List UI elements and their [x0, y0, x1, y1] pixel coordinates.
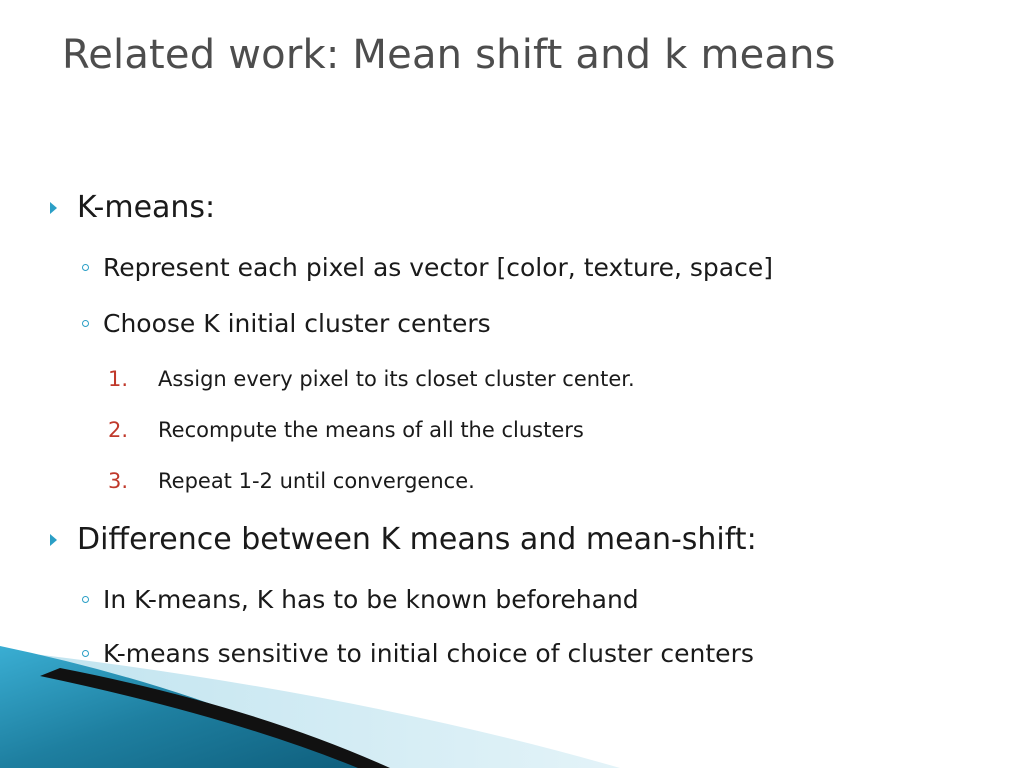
- step-number: 3.: [108, 469, 129, 493]
- bullet-text: K-means:: [77, 190, 216, 225]
- step-text: Recompute the means of all the clusters: [158, 418, 584, 442]
- bullet-text: Difference between K means and mean-shift:: [77, 522, 757, 557]
- step-text: Repeat 1-2 until convergence.: [158, 469, 475, 493]
- subitem-text: Represent each pixel as vector [color, texture, space]: [103, 253, 773, 282]
- subitem-text: K-means sensitive to initial choice of cluster centers: [103, 639, 754, 668]
- step-text: Assign every pixel to its closet cluster center.: [158, 367, 635, 391]
- step-number: 2.: [108, 418, 129, 442]
- subitem-text: In K-means, K has to be known beforehand: [103, 585, 639, 614]
- slide-title: Related work: Mean shift and k means: [62, 32, 836, 78]
- subitem-text: Choose K initial cluster centers: [103, 309, 491, 338]
- step-number: 1.: [108, 367, 129, 391]
